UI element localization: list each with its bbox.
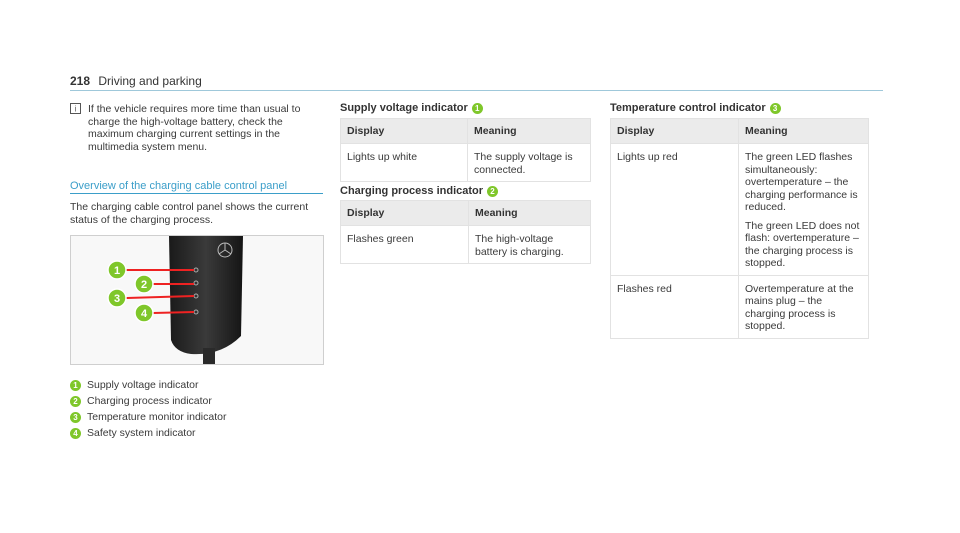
meaning-paragraph: The green LED does not flash: overtemperature – the charging process is stopped. <box>745 219 860 269</box>
meaning-paragraph: Overtemperature at the mains plug – the charging process is stopped. <box>745 282 854 332</box>
charging-process-table <box>340 200 591 264</box>
charging-table-title-text: Charging process indicator <box>340 185 484 197</box>
table-row <box>341 144 591 182</box>
supply-table-title-text: Supply voltage indicator <box>340 102 468 114</box>
legend-item <box>70 395 226 411</box>
column-header-meaning: Meaning <box>468 119 591 144</box>
figure-callout-4-label: 4 <box>140 308 148 320</box>
meaning-cell: The high-voltage battery is charging. <box>469 226 591 264</box>
legend-badge: 2 <box>70 396 81 407</box>
control-panel-figure <box>70 235 324 365</box>
supply-voltage-table <box>340 118 591 182</box>
meaning-cell: The supply voltage is connected. <box>468 144 591 182</box>
legend-text: Supply voltage indicator <box>87 379 199 391</box>
legend-badge: 4 <box>70 428 81 439</box>
section-underline <box>70 193 323 194</box>
display-cell: Flashes green <box>341 226 469 264</box>
legend-item <box>70 411 226 427</box>
meaning-paragraph: The green LED flashes simultaneously: overtemperature – the charging performance is reduced. <box>745 151 858 213</box>
page-number: 218 <box>70 74 91 88</box>
legend-text: Charging process indicator <box>87 395 212 407</box>
charging-table-badge: 2 <box>487 186 498 197</box>
temperature-table-title <box>610 102 781 114</box>
chapter-title: Driving and parking <box>98 74 202 88</box>
table-row <box>611 144 869 276</box>
supply-table-badge: 1 <box>472 103 483 114</box>
meaning-cell <box>739 144 869 276</box>
header-divider <box>70 90 883 91</box>
figure-callout-3 <box>108 289 126 307</box>
legend-badge: 3 <box>70 412 81 423</box>
display-cell: Flashes red <box>611 275 739 338</box>
display-cell: Lights up red <box>611 144 739 276</box>
page-header <box>70 74 202 88</box>
figure-legend <box>70 379 226 443</box>
temperature-control-table <box>610 118 869 339</box>
column-header-display: Display <box>341 201 469 226</box>
figure-callout-1 <box>108 261 126 279</box>
info-note <box>70 103 325 153</box>
column-header-meaning: Meaning <box>739 119 869 144</box>
figure-callout-1-label: 1 <box>113 265 121 277</box>
display-cell: Lights up white <box>341 144 468 182</box>
temperature-table-badge: 3 <box>770 103 781 114</box>
legend-badge: 1 <box>70 380 81 391</box>
table-row <box>341 226 591 264</box>
figure-callout-4 <box>135 304 153 322</box>
info-note-text: If the vehicle requires more time than usual to charge the high-voltage battery, check the maximum charging current settings in the multimedia system menu. <box>88 103 301 153</box>
legend-item <box>70 379 226 395</box>
figure-callout-2 <box>135 275 153 293</box>
svg-text:i: i <box>74 104 77 114</box>
supply-table-title <box>340 102 483 114</box>
column-header-meaning: Meaning <box>469 201 591 226</box>
column-header-display: Display <box>611 119 739 144</box>
table-row <box>611 275 869 338</box>
charging-table-title <box>340 185 498 197</box>
cable-stub <box>203 348 215 364</box>
temperature-table-title-text: Temperature control indicator <box>610 102 766 114</box>
info-note-icon <box>70 103 81 114</box>
control-panel-illustration <box>71 236 323 364</box>
legend-item <box>70 427 226 443</box>
section-title: Overview of the charging cable control panel <box>70 180 288 192</box>
figure-callout-3-label: 3 <box>113 293 121 305</box>
column-header-display: Display <box>341 119 468 144</box>
figure-callout-2-label: 2 <box>140 279 148 291</box>
control-box-body <box>169 236 243 354</box>
meaning-cell <box>739 275 869 338</box>
legend-text: Temperature monitor indicator <box>87 411 227 423</box>
section-description: The charging cable control panel shows the current status of the charging process. <box>70 201 309 226</box>
legend-text: Safety system indicator <box>87 427 196 439</box>
